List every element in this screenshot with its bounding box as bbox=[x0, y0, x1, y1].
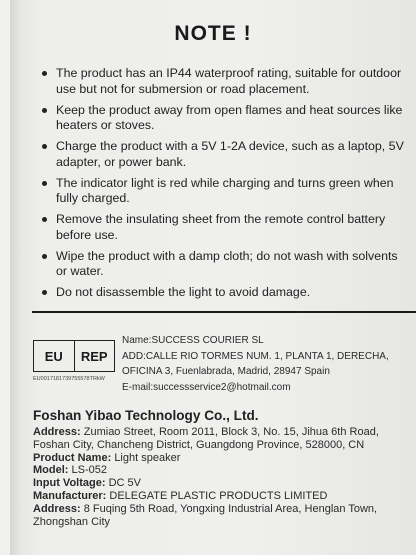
address-label: Address: bbox=[33, 426, 81, 438]
product-value: Light speaker bbox=[114, 451, 181, 464]
manufacturer-label: Manufacturer: bbox=[33, 489, 107, 502]
model-label: Model: bbox=[33, 464, 69, 477]
rep-address-2: OFICINA 3, Fuenlabrada, Madrid, 28947 Spain bbox=[122, 366, 330, 377]
note-item: Remove the insulating sheet from the remote control battery before use. bbox=[40, 212, 410, 243]
ec-rep-code: EU0017181739755578TRkW bbox=[33, 376, 105, 382]
note-item: Wipe the product with a damp cloth; do not wash with solvents or water. bbox=[40, 249, 410, 280]
eu-rep-info bbox=[122, 333, 416, 395]
manufacturer-address-value: 8 Fuqing 5th Road, Yongxing Industrial Area, Henglan Town, Zhongshan City bbox=[33, 502, 378, 528]
manufacturer-address-label: Address: bbox=[33, 502, 81, 515]
model-value: LS-052 bbox=[71, 464, 107, 477]
note-title-mark: ! bbox=[243, 22, 252, 45]
product-details bbox=[33, 426, 408, 528]
ec-rep-eu: EU bbox=[34, 341, 75, 371]
voltage-label: Input Voltage: bbox=[33, 477, 106, 490]
ec-rep-rep: REP bbox=[80, 348, 108, 364]
rep-name: Name:SUCCESS COURIER SL bbox=[122, 335, 264, 346]
divider-line bbox=[32, 311, 416, 313]
model-row bbox=[33, 464, 408, 477]
note-item: The product has an IP44 waterproof rating, suitable for outdoor use but not for submersion or road placement. bbox=[40, 66, 410, 97]
box-edge bbox=[10, 0, 22, 555]
note-title-text: NOTE bbox=[174, 22, 237, 45]
note-list bbox=[40, 66, 410, 306]
note-item: The indicator light is red while charging and turns green when fully charged. bbox=[40, 176, 410, 207]
note-item: Charge the product with a 5V 1-2A device, such as a laptop, 5V adapter, or power bank. bbox=[40, 139, 410, 170]
rep-email: E-mail:successservice2@hotmail.com bbox=[122, 381, 291, 393]
manufacturer-value: DELEGATE PLASTIC PRODUCTS LIMITED bbox=[109, 489, 328, 502]
note-item: Do not disassemble the light to avoid damage. bbox=[40, 285, 410, 301]
product-label: Product Name: bbox=[33, 451, 112, 464]
company-name: Foshan Yibao Technology Co., Ltd. bbox=[33, 408, 259, 423]
voltage-row bbox=[33, 477, 408, 490]
rep-address-1: ADD:CALLE RIO TORMES NUM. 1, PLANTA 1, DERECHA, bbox=[122, 350, 389, 362]
voltage-value: DC 5V bbox=[108, 477, 141, 490]
manufacturer-row bbox=[33, 490, 408, 503]
address-row bbox=[33, 426, 408, 452]
ec-rep-symbol bbox=[33, 340, 115, 372]
address-value: Zumiao Street, Room 2011, Block 3, No. 15, Jihua 6th Road, Foshan City, Chancheng District, Guangdong Province, 528000, CN bbox=[33, 426, 379, 451]
note-item: Keep the product away from open flames and heat sources like heaters or stoves. bbox=[40, 103, 410, 134]
product-row bbox=[33, 452, 408, 465]
note-title bbox=[10, 22, 416, 46]
manufacturer-address-row bbox=[33, 503, 408, 529]
